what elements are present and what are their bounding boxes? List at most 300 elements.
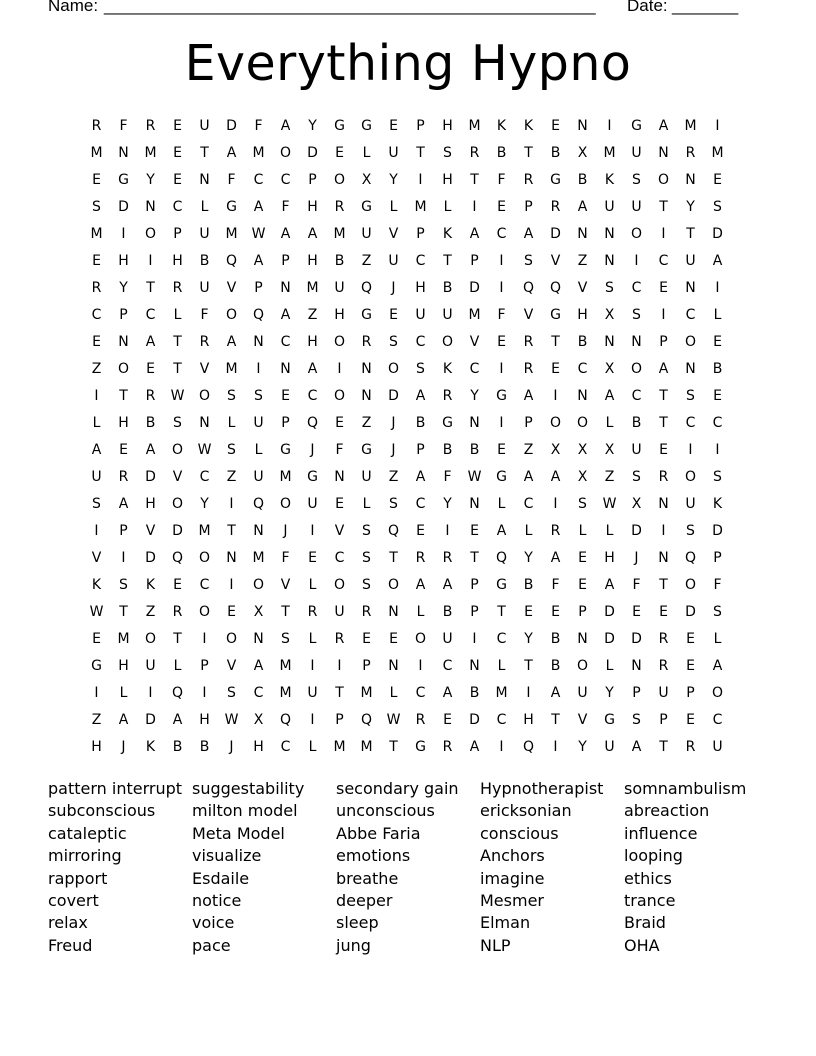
grid-letter[interactable]: S [254,388,263,404]
grid-letter[interactable]: G [361,307,372,323]
grid-letter[interactable]: V [523,307,534,323]
grid-letter[interactable]: O [333,577,346,593]
grid-letter[interactable]: E [686,712,695,728]
grid-letter[interactable]: H [199,712,210,728]
grid-letter[interactable]: F [497,172,506,188]
grid-letter[interactable]: I [499,253,504,269]
grid-letter[interactable]: O [333,388,346,404]
grid-letter[interactable]: I [526,685,531,701]
grid-letter[interactable]: Y [686,199,695,215]
grid-letter[interactable]: M [252,550,265,566]
grid-letter[interactable]: C [145,307,156,323]
grid-letter[interactable]: D [604,631,615,647]
grid-letter[interactable]: P [362,658,371,674]
grid-letter[interactable]: E [497,442,506,458]
grid-letter[interactable]: T [443,253,452,269]
grid-letter[interactable]: T [173,334,182,350]
grid-letter[interactable]: G [361,442,372,458]
grid-letter[interactable]: J [391,280,396,296]
grid-letter[interactable]: B [712,361,723,377]
grid-letter[interactable]: W [224,712,239,728]
grid-letter[interactable]: O [684,577,697,593]
name-field[interactable]: ____________________________________________________ [104,0,596,15]
grid-letter[interactable]: H [442,118,453,134]
grid-letter[interactable]: T [659,739,668,755]
grid-letter[interactable]: Q [360,712,373,728]
grid-letter[interactable]: H [118,415,129,431]
grid-letter[interactable]: Q [252,307,265,323]
grid-letter[interactable]: Q [495,550,508,566]
grid-letter[interactable]: C [415,334,426,350]
grid-letter[interactable]: B [523,577,534,593]
grid-letter[interactable]: M [333,226,346,242]
grid-letter[interactable]: O [171,442,184,458]
grid-letter[interactable]: U [685,253,696,269]
grid-letter[interactable]: U [415,307,426,323]
grid-letter[interactable]: D [631,631,642,647]
grid-letter[interactable]: E [551,118,560,134]
grid-letter[interactable]: B [631,415,642,431]
grid-letter[interactable]: N [685,361,696,377]
grid-letter[interactable]: D [550,226,561,242]
grid-letter[interactable]: P [524,415,533,431]
grid-letter[interactable]: U [91,469,102,485]
grid-letter[interactable]: E [713,388,722,404]
grid-letter[interactable]: D [145,469,156,485]
grid-letter[interactable]: D [712,226,723,242]
grid-letter[interactable]: V [577,712,588,728]
grid-letter[interactable]: N [253,334,264,350]
grid-letter[interactable]: I [310,658,315,674]
grid-letter[interactable]: Z [91,712,102,728]
grid-letter[interactable]: U [631,442,642,458]
grid-letter[interactable]: A [550,469,561,485]
grid-letter[interactable]: E [659,604,668,620]
grid-letter[interactable]: D [631,523,642,539]
grid-letter[interactable]: Z [577,253,588,269]
grid-letter[interactable]: R [469,145,480,161]
grid-letter[interactable]: D [145,712,156,728]
grid-letter[interactable]: N [604,253,615,269]
grid-letter[interactable]: S [362,577,371,593]
grid-letter[interactable]: R [118,469,129,485]
grid-letter[interactable]: U [577,685,588,701]
grid-letter[interactable]: B [577,172,588,188]
grid-letter[interactable]: W [602,496,617,512]
grid-letter[interactable]: G [550,172,561,188]
grid-letter[interactable]: D [469,280,480,296]
grid-letter[interactable]: V [550,253,561,269]
grid-letter[interactable]: N [388,658,399,674]
grid-letter[interactable]: L [524,523,533,539]
grid-letter[interactable]: M [225,226,238,242]
grid-letter[interactable]: K [442,226,453,242]
grid-letter[interactable]: R [442,739,453,755]
grid-letter[interactable]: P [308,172,317,188]
grid-letter[interactable]: T [389,739,398,755]
grid-letter[interactable]: I [499,280,504,296]
grid-letter[interactable]: E [551,604,560,620]
grid-letter[interactable]: X [631,496,642,512]
grid-letter[interactable]: R [658,658,669,674]
grid-letter[interactable]: I [499,361,504,377]
grid-letter[interactable]: U [307,685,318,701]
grid-letter[interactable]: G [361,199,372,215]
grid-letter[interactable]: A [631,739,642,755]
grid-letter[interactable]: U [199,118,210,134]
grid-letter[interactable]: N [685,280,696,296]
grid-letter[interactable]: L [389,685,398,701]
grid-letter[interactable]: M [603,145,616,161]
grid-letter[interactable]: L [578,523,587,539]
grid-letter[interactable]: Q [684,550,697,566]
grid-letter[interactable]: E [92,172,101,188]
grid-letter[interactable]: S [713,469,722,485]
grid-letter[interactable]: K [496,118,507,134]
grid-letter[interactable]: R [523,172,534,188]
grid-letter[interactable]: B [415,415,426,431]
grid-letter[interactable]: I [202,685,207,701]
grid-letter[interactable]: X [577,145,588,161]
grid-letter[interactable]: E [92,253,101,269]
grid-letter[interactable]: G [496,388,507,404]
grid-letter[interactable]: T [389,550,398,566]
grid-letter[interactable]: C [172,199,183,215]
grid-letter[interactable]: H [577,307,588,323]
grid-letter[interactable]: X [604,442,615,458]
grid-letter[interactable]: A [253,253,264,269]
grid-letter[interactable]: T [173,361,182,377]
grid-letter[interactable]: K [442,361,453,377]
grid-letter[interactable]: C [631,388,642,404]
grid-letter[interactable]: I [418,172,423,188]
grid-letter[interactable]: C [469,361,480,377]
grid-letter[interactable]: S [281,631,290,647]
grid-letter[interactable]: O [252,577,265,593]
grid-letter[interactable]: I [94,388,99,404]
grid-letter[interactable]: U [361,226,372,242]
grid-letter[interactable]: S [119,577,128,593]
grid-letter[interactable]: E [578,577,587,593]
grid-letter[interactable]: E [659,280,668,296]
grid-letter[interactable]: N [361,361,372,377]
grid-letter[interactable]: A [91,442,102,458]
grid-letter[interactable]: P [524,199,533,215]
grid-letter[interactable]: G [496,577,507,593]
grid-letter[interactable]: K [145,577,156,593]
grid-letter[interactable]: W [170,388,185,404]
grid-letter[interactable]: R [442,388,453,404]
grid-letter[interactable]: C [631,280,642,296]
grid-letter[interactable]: I [229,577,234,593]
grid-letter[interactable]: N [658,496,669,512]
grid-letter[interactable]: T [524,145,533,161]
grid-letter[interactable]: B [442,604,453,620]
grid-letter[interactable]: E [389,631,398,647]
grid-letter[interactable]: P [254,280,263,296]
grid-letter[interactable]: C [496,712,507,728]
grid-letter[interactable]: Q [360,280,373,296]
grid-letter[interactable]: W [467,469,482,485]
grid-letter[interactable]: I [310,712,315,728]
grid-letter[interactable]: H [307,199,318,215]
grid-letter[interactable]: I [607,118,612,134]
grid-letter[interactable]: S [92,199,101,215]
grid-letter[interactable]: P [659,712,668,728]
grid-letter[interactable]: C [658,253,669,269]
grid-letter[interactable]: G [226,199,237,215]
grid-letter[interactable]: E [335,496,344,512]
grid-letter[interactable]: S [713,199,722,215]
grid-letter[interactable]: Z [523,442,534,458]
grid-letter[interactable]: N [685,172,696,188]
grid-letter[interactable]: L [443,199,452,215]
grid-letter[interactable]: A [469,739,480,755]
grid-letter[interactable]: I [553,388,558,404]
grid-letter[interactable]: L [308,739,317,755]
grid-letter[interactable]: G [280,442,291,458]
grid-letter[interactable]: O [630,226,643,242]
grid-letter[interactable]: N [631,334,642,350]
grid-letter[interactable]: C [577,361,588,377]
grid-letter[interactable]: M [117,631,130,647]
grid-letter[interactable]: T [335,685,344,701]
grid-letter[interactable]: C [334,550,345,566]
grid-letter[interactable]: L [308,631,317,647]
grid-letter[interactable]: L [254,442,263,458]
grid-letter[interactable]: A [226,334,237,350]
grid-letter[interactable]: I [121,550,126,566]
grid-letter[interactable]: Y [470,388,479,404]
grid-letter[interactable]: C [415,685,426,701]
grid-letter[interactable]: A [523,226,534,242]
grid-letter[interactable]: L [173,307,182,323]
grid-letter[interactable]: V [226,658,237,674]
grid-letter[interactable]: B [469,685,480,701]
grid-letter[interactable]: L [389,199,398,215]
grid-letter[interactable]: R [658,469,669,485]
grid-letter[interactable]: T [119,388,128,404]
grid-letter[interactable]: F [713,577,722,593]
grid-letter[interactable]: B [145,415,156,431]
grid-letter[interactable]: G [442,415,453,431]
grid-letter[interactable]: A [145,442,156,458]
grid-letter[interactable]: S [632,469,641,485]
grid-letter[interactable]: S [416,361,425,377]
grid-letter[interactable]: K [604,172,615,188]
grid-letter[interactable]: Z [361,253,372,269]
grid-letter[interactable]: R [145,118,156,134]
grid-letter[interactable]: M [684,118,697,134]
grid-letter[interactable]: A [658,361,669,377]
grid-letter[interactable]: J [229,739,234,755]
grid-letter[interactable]: E [713,172,722,188]
grid-letter[interactable]: A [253,199,264,215]
grid-letter[interactable]: I [310,523,315,539]
grid-letter[interactable]: N [280,361,291,377]
grid-letter[interactable]: L [713,307,722,323]
grid-letter[interactable]: O [441,334,454,350]
grid-letter[interactable]: B [469,442,480,458]
grid-letter[interactable]: E [173,172,182,188]
grid-letter[interactable]: N [334,469,345,485]
grid-letter[interactable]: R [415,550,426,566]
grid-letter[interactable]: I [148,685,153,701]
grid-letter[interactable]: O [684,334,697,350]
grid-letter[interactable]: A [604,388,615,404]
grid-letter[interactable]: J [391,415,396,431]
grid-letter[interactable]: C [280,739,291,755]
grid-letter[interactable]: T [659,199,668,215]
grid-letter[interactable]: E [686,631,695,647]
grid-letter[interactable]: E [389,307,398,323]
grid-letter[interactable]: Z [307,307,318,323]
grid-letter[interactable]: U [442,307,453,323]
grid-letter[interactable]: L [308,577,317,593]
grid-letter[interactable]: S [362,550,371,566]
grid-letter[interactable]: G [334,118,345,134]
grid-letter[interactable]: I [715,280,720,296]
grid-letter[interactable]: I [337,658,342,674]
grid-letter[interactable]: H [523,712,534,728]
grid-letter[interactable]: F [227,172,236,188]
grid-letter[interactable]: S [173,415,182,431]
grid-letter[interactable]: O [387,577,400,593]
grid-letter[interactable]: P [200,658,209,674]
grid-letter[interactable]: G [415,739,426,755]
grid-letter[interactable]: O [225,307,238,323]
grid-letter[interactable]: O [144,631,157,647]
grid-letter[interactable]: T [551,712,560,728]
grid-letter[interactable]: R [361,334,372,350]
grid-letter[interactable]: C [496,226,507,242]
grid-letter[interactable]: A [577,199,588,215]
grid-letter[interactable]: H [91,739,102,755]
grid-letter[interactable]: O [279,145,292,161]
grid-letter[interactable]: U [199,280,210,296]
grid-letter[interactable]: P [578,604,587,620]
grid-letter[interactable]: B [577,334,588,350]
grid-letter[interactable]: E [713,334,722,350]
grid-letter[interactable]: S [227,388,236,404]
grid-letter[interactable]: A [307,226,318,242]
grid-letter[interactable]: G [550,307,561,323]
grid-letter[interactable]: J [283,523,288,539]
grid-letter[interactable]: U [334,280,345,296]
grid-letter[interactable]: P [416,226,425,242]
grid-letter[interactable]: R [91,280,102,296]
grid-letter[interactable]: I [715,442,720,458]
grid-letter[interactable]: E [281,388,290,404]
grid-letter[interactable]: S [632,172,641,188]
grid-letter[interactable]: H [253,739,264,755]
grid-letter[interactable]: I [121,226,126,242]
grid-letter[interactable]: L [173,658,182,674]
grid-letter[interactable]: V [91,550,102,566]
grid-letter[interactable]: E [119,442,128,458]
grid-letter[interactable]: N [577,388,588,404]
grid-letter[interactable]: T [416,145,425,161]
grid-letter[interactable]: M [225,361,238,377]
grid-letter[interactable]: V [226,280,237,296]
grid-letter[interactable]: U [253,469,264,485]
grid-letter[interactable]: P [119,523,128,539]
grid-letter[interactable]: N [577,226,588,242]
grid-letter[interactable]: S [389,334,398,350]
grid-letter[interactable]: P [173,226,182,242]
grid-letter[interactable]: Y [119,280,128,296]
grid-letter[interactable]: I [229,496,234,512]
grid-letter[interactable]: K [523,118,534,134]
grid-letter[interactable]: V [577,280,588,296]
grid-letter[interactable]: C [685,307,696,323]
grid-letter[interactable]: E [659,442,668,458]
grid-letter[interactable]: U [307,496,318,512]
grid-letter[interactable]: B [550,631,561,647]
grid-letter[interactable]: Q [387,523,400,539]
grid-letter[interactable]: M [711,145,724,161]
grid-letter[interactable]: I [418,658,423,674]
grid-letter[interactable]: P [686,685,695,701]
grid-letter[interactable]: I [94,685,99,701]
grid-letter[interactable]: U [199,226,210,242]
grid-letter[interactable]: W [197,442,212,458]
grid-letter[interactable]: P [281,253,290,269]
grid-letter[interactable]: L [497,496,506,512]
grid-letter[interactable]: H [415,280,426,296]
grid-letter[interactable]: D [172,523,183,539]
grid-letter[interactable]: E [497,334,506,350]
grid-letter[interactable]: I [148,253,153,269]
grid-letter[interactable]: N [469,496,480,512]
grid-letter[interactable]: C [199,469,210,485]
grid-letter[interactable]: S [686,523,695,539]
grid-letter[interactable]: B [442,442,453,458]
grid-letter[interactable]: U [604,199,615,215]
grid-letter[interactable]: D [307,145,318,161]
grid-letter[interactable]: E [362,631,371,647]
grid-letter[interactable]: X [604,361,615,377]
grid-letter[interactable]: G [307,469,318,485]
grid-letter[interactable]: F [119,118,128,134]
grid-letter[interactable]: L [227,415,236,431]
grid-letter[interactable]: I [499,739,504,755]
grid-letter[interactable]: O [657,172,670,188]
grid-letter[interactable]: E [416,523,425,539]
grid-letter[interactable]: E [146,361,155,377]
grid-letter[interactable]: A [442,685,453,701]
grid-letter[interactable]: L [119,685,128,701]
grid-letter[interactable]: Y [578,739,587,755]
grid-letter[interactable]: Q [549,280,562,296]
grid-letter[interactable]: A [442,577,453,593]
grid-letter[interactable]: L [416,604,425,620]
grid-letter[interactable]: I [445,523,450,539]
grid-letter[interactable]: F [254,118,263,134]
grid-letter[interactable]: C [712,712,723,728]
grid-letter[interactable]: U [631,199,642,215]
grid-letter[interactable]: F [443,469,452,485]
grid-letter[interactable]: G [604,712,615,728]
grid-letter[interactable]: F [281,550,290,566]
grid-letter[interactable]: T [470,172,479,188]
grid-letter[interactable]: B [550,658,561,674]
grid-letter[interactable]: I [499,415,504,431]
grid-letter[interactable]: B [199,739,210,755]
grid-letter[interactable]: N [658,145,669,161]
grid-letter[interactable]: T [524,658,533,674]
grid-letter[interactable]: T [686,226,695,242]
